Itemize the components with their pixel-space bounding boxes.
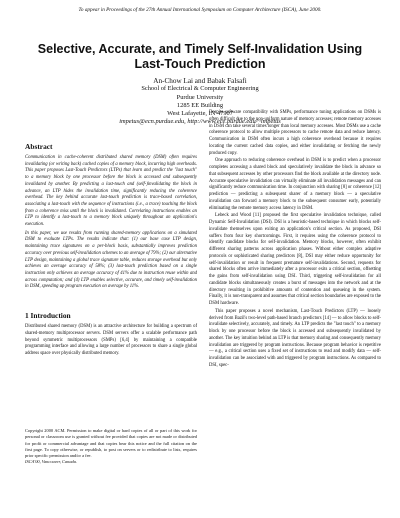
right-paragraph-4: This paper proposes a novel mechanism, Last-Touch Predictors (LTP) — loosely derived from Bazil's two-level path-based branch predictors [14] — to allow blocks to self-invalidate selectively, accurately, and timely. An LTP predicts the "last touch" to a memory block by one processor before the block is accessed and subsequently invalidated by another. The key intuition behind an LTP is that memory sharing and consequently memory invalidation are triggered by program instructions. Because program behavior is repetitive — e.g., a critical section uses a fixed set of instructions to read and modify data — self-invalidation can be associated with and triggered by program instructions. As compared to DSI, spec- xyxy=(209,308,381,368)
copyright-venue: ISCA'00, Vancouver, Canada. xyxy=(25,459,78,465)
introduction-body xyxy=(25,324,197,358)
introduction-heading: 1 Introduction xyxy=(25,311,71,320)
author-affiliation: School of Electrical & Computer Engineering xyxy=(141,85,259,93)
copyright-notice xyxy=(25,428,197,466)
right-column-body xyxy=(209,110,381,370)
author-contact: impetus@ecn.purdue.edu, http://www.ece.purdue.edu/~impetus xyxy=(119,118,281,126)
author-street: 1285 EE Building xyxy=(176,101,224,109)
right-paragraph-2: One approach to reducing coherence overhead in DSM is to predict when a processor completes accessing a shared block and speculatively invalidate the block in advance so that subsequent accesses by other processors find the block available at the directory node. Accurate speculative invalidation can virtually eliminate all invalidation messages and can significantly reduce communication time. In conjunction with sharing [8] or coherence [12] prediction — predicting a subsequent sharer of a memory block — a speculative invalidation can forward a memory block to the subsequent consumer early, potentially eliminating the remote memory access latency in DSM. xyxy=(209,158,381,211)
publication-note: To appear in Proceedings of the 27th Annual International Symposium on Computer Architecture (ISCA), June 2000. xyxy=(78,7,322,13)
introduction-paragraph-1: Distributed shared memory (DSM) is an attractive architecture for building a spectrum of shared-memory multiprocessor servers. DSM servers offer a scalable performance path beyond symmetric multiprocessors (SMPs) [6,4] by maintaining a compatible programming interface and allowing a large number of processors to share a single global address space over physically distributed memory. xyxy=(25,324,197,356)
author-city: West Lafayette, IN 47907 xyxy=(167,110,233,118)
copyright-paragraph: Copyright 2000 ACM. Permission to make digital or hard copies of all or part of this work for personal or classroom use is granted without fee provided that copies are not made or distributed for profit or commercial advantage and that copies bear this notice and the full citation on the first page. To copy otherwise, or republish, to post on servers or to redistribute to lists, requires prior specific permission and/or a fee. xyxy=(25,428,197,459)
author-names: An-Chow Lai and Babak Falsafi xyxy=(153,77,247,85)
title-line-1: Selective, Accurate, and Timely Self-Invalidation Using xyxy=(37,42,363,56)
right-paragraph-3: Lebeck and Wood [11] proposed the first speculative invalidation technique, called Dynamic Self-Invalidation (DSI). DSI is a heuristic-based technique in which blocks self-invalidate themselves upon exiting an application's critical section. As proposed, DSI suffers from four key shortcomings. First, it requires using the coherence protocol to identify candidate blocks for self-invalidation. Memory blocks, however, often exhibit different sharing patterns across application phases. Without either complex adaptive protocols or sophisticated sharing predictors [8], DSI may either reduce opportunity for self-invalidation or result in frequent premature self-invalidations. Second, requests for shared blocks often arrive immediately after a processor exits a critical section, offsetting the gains from self-invalidation using DSI. Third, triggering self-invalidation for all candidate blocks simultaneously creates a burst of messages into the network and at the directory resulting in prohibitive amounts of contention and queueing in the system. Finally, it is non-transparent and assumes that critical section boundaries are exposed to the DSM hardware. xyxy=(209,213,381,306)
abstract-paragraph-2: In this paper, we use results from running shared-memory applications on a simulated DSM to evaluate LTPs. The results indicate that: (1) our base case LTP design, maintaining trace signatures on a per-block basis, substantially improves prediction accuracy over previous self-invalidation schemes to an average of 79%; (2) our alternative LTP design, maintaining a global trace signature table, reduces storage overhead but only achieves an average accuracy of 58%; (3) last-touch prediction based on a single instruction only achieves an average accuracy of 41% due to instruction reuse within and across computation; and (4) LTP enables selective, accurate, and timely self-invalidation in DSM, speeding up program execution on average by 11%. xyxy=(25,230,197,290)
abstract-heading: Abstract xyxy=(25,142,53,151)
right-paragraph-1: Despite software compatibility with SMPs, performance tuning applications on DSMs is often difficult due to the non-uniform nature of memory accesses; remote memory accesses in DSM can take several times longer than local memory accesses. Most DSMs use a cache coherence protocol to allow multiple processors to cache remote data and reduce latency. Communication in DSM often incurs a high coherence overhead because it requires locating the current cached data copies, and either invalidating or fetching the newly produced copy. xyxy=(209,110,381,156)
paper-title xyxy=(20,42,380,72)
title-line-2: Last-Touch Prediction xyxy=(134,57,266,71)
author-university: Purdue University xyxy=(176,93,224,101)
abstract-body xyxy=(25,155,197,291)
abstract-paragraph-1: Communication in cache-coherent distributed shared memory (DSM) often requires invalidating (or writing back) cached copies of a memory block, incurring high overheads. This paper proposes Last-Touch Predictors (LTPs) that learn and predict the "last touch" to a memory block by one processor before the block is accessed and subsequently invalidated by another. By predicting a last-touch and (self-)invalidating the block in advance, an LTP hides the invalidation time, significantly reducing the coherence overhead. The key behind accurate last-touch prediction is trace-based correlation, associating a last-touch with the sequence of instructions (i.e., a trace) touching the block from a coherence miss until the block is invalidated. Correlating instructions enables an LTP to identify a last-touch to a memory block uniquely throughout an application's execution. xyxy=(25,155,197,228)
